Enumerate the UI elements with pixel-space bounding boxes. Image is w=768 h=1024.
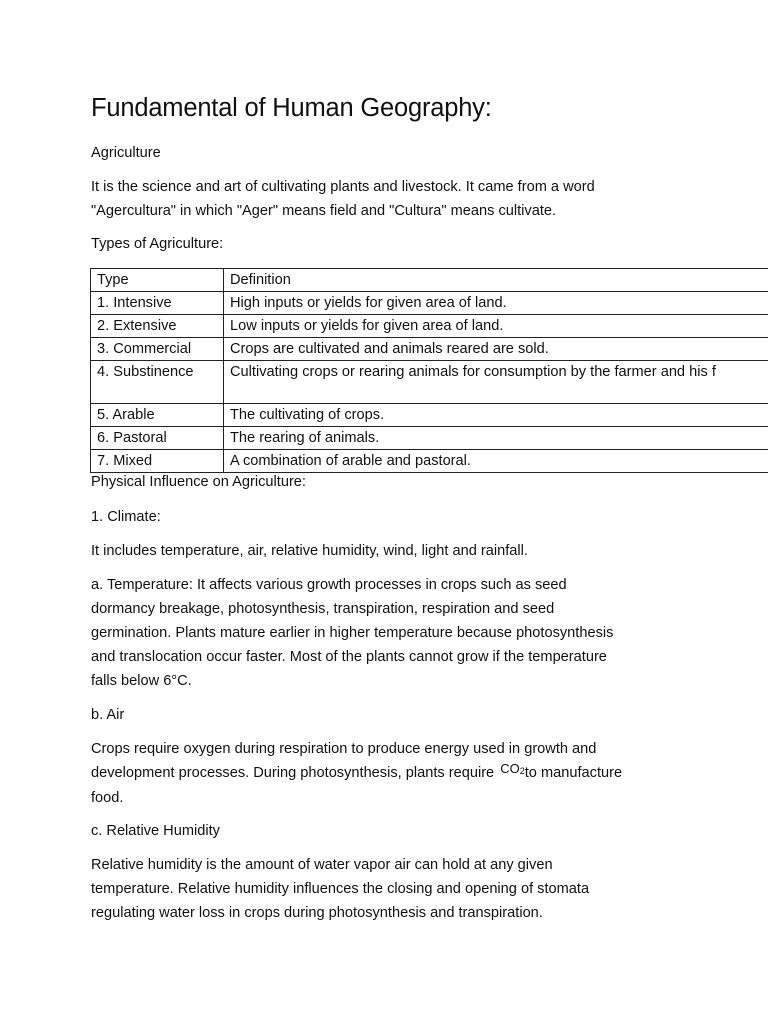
type-cell: 6. Pastoral — [91, 427, 224, 450]
physical-influence-heading: Physical Influence on Agriculture: — [91, 474, 306, 490]
page-title: Fundamental of Human Geography: — [91, 94, 492, 122]
temperature-line: falls below 6°C. — [91, 673, 192, 689]
column-header-definition: Definition — [224, 269, 768, 292]
table-row — [91, 361, 768, 404]
temperature-line: germination. Plants mature earlier in higher temperature because photosynthesis — [91, 625, 614, 641]
definition-cell: Crops are cultivated and animals reared are sold. — [224, 338, 768, 361]
co2-formula — [500, 761, 525, 776]
type-cell: 1. Intensive — [91, 292, 224, 315]
table-row — [91, 450, 768, 473]
table-row — [91, 404, 768, 427]
humidity-line: Relative humidity is the amount of water vapor air can hold at any given — [91, 857, 553, 873]
temperature-line: and translocation occur faster. Most of the plants cannot grow if the temperature — [91, 649, 607, 665]
intro-line: It is the science and art of cultivating plants and livestock. It came from a word — [91, 179, 595, 195]
table-header-row — [91, 269, 768, 292]
air-paragraph — [91, 737, 622, 810]
definition-cell: Low inputs or yields for given area of land. — [224, 315, 768, 338]
definition-cell: Cultivating crops or rearing animals for consumption by the farmer and his f — [224, 361, 768, 404]
temperature-paragraph — [91, 573, 613, 693]
temperature-line: dormancy breakage, photosynthesis, transpiration, respiration and seed — [91, 601, 555, 617]
air-line: Crops require oxygen during respiration to produce energy used in growth and — [91, 741, 597, 757]
column-header-type: Type — [91, 269, 224, 292]
table-row — [91, 292, 768, 315]
type-cell: 2. Extensive — [91, 315, 224, 338]
temperature-line: a. Temperature: It affects various growth processes in crops such as seed — [91, 577, 567, 593]
types-heading: Types of Agriculture: — [91, 236, 224, 252]
intro-paragraph — [91, 175, 595, 223]
type-cell: 5. Arable — [91, 404, 224, 427]
air-heading: b. Air — [91, 707, 125, 723]
definition-cell: The rearing of animals. — [224, 427, 768, 450]
co2-subscript: 2 — [519, 766, 525, 776]
definition-cell: A combination of arable and pastoral. — [224, 450, 768, 473]
climate-heading: 1. Climate: — [91, 509, 161, 525]
definition-cell: The cultivating of crops. — [224, 404, 768, 427]
air-line — [91, 761, 622, 786]
type-cell: 7. Mixed — [91, 450, 224, 473]
co2-symbol: CO — [500, 761, 520, 776]
air-line-text: to manufacture — [524, 765, 623, 781]
humidity-heading: c. Relative Humidity — [91, 823, 220, 839]
humidity-paragraph — [91, 853, 589, 925]
humidity-line: temperature. Relative humidity influences the closing and opening of stomata — [91, 881, 590, 897]
type-cell: 4. Substinence — [91, 361, 224, 404]
type-cell: 3. Commercial — [91, 338, 224, 361]
table-row — [91, 315, 768, 338]
table-row — [91, 338, 768, 361]
agriculture-types-table — [90, 268, 768, 473]
air-line: food. — [91, 790, 124, 806]
intro-line: "Agercultura" in which "Ager" means field and "Cultura" means cultivate. — [91, 203, 557, 219]
table-row — [91, 427, 768, 450]
definition-cell: High inputs or yields for given area of land. — [224, 292, 768, 315]
air-line-text: development processes. During photosynthesis, plants require — [91, 765, 499, 781]
section-heading-agriculture: Agriculture — [91, 145, 161, 161]
climate-paragraph: It includes temperature, air, relative humidity, wind, light and rainfall. — [91, 543, 528, 559]
humidity-line: regulating water loss in crops during photosynthesis and transpiration. — [91, 905, 543, 921]
